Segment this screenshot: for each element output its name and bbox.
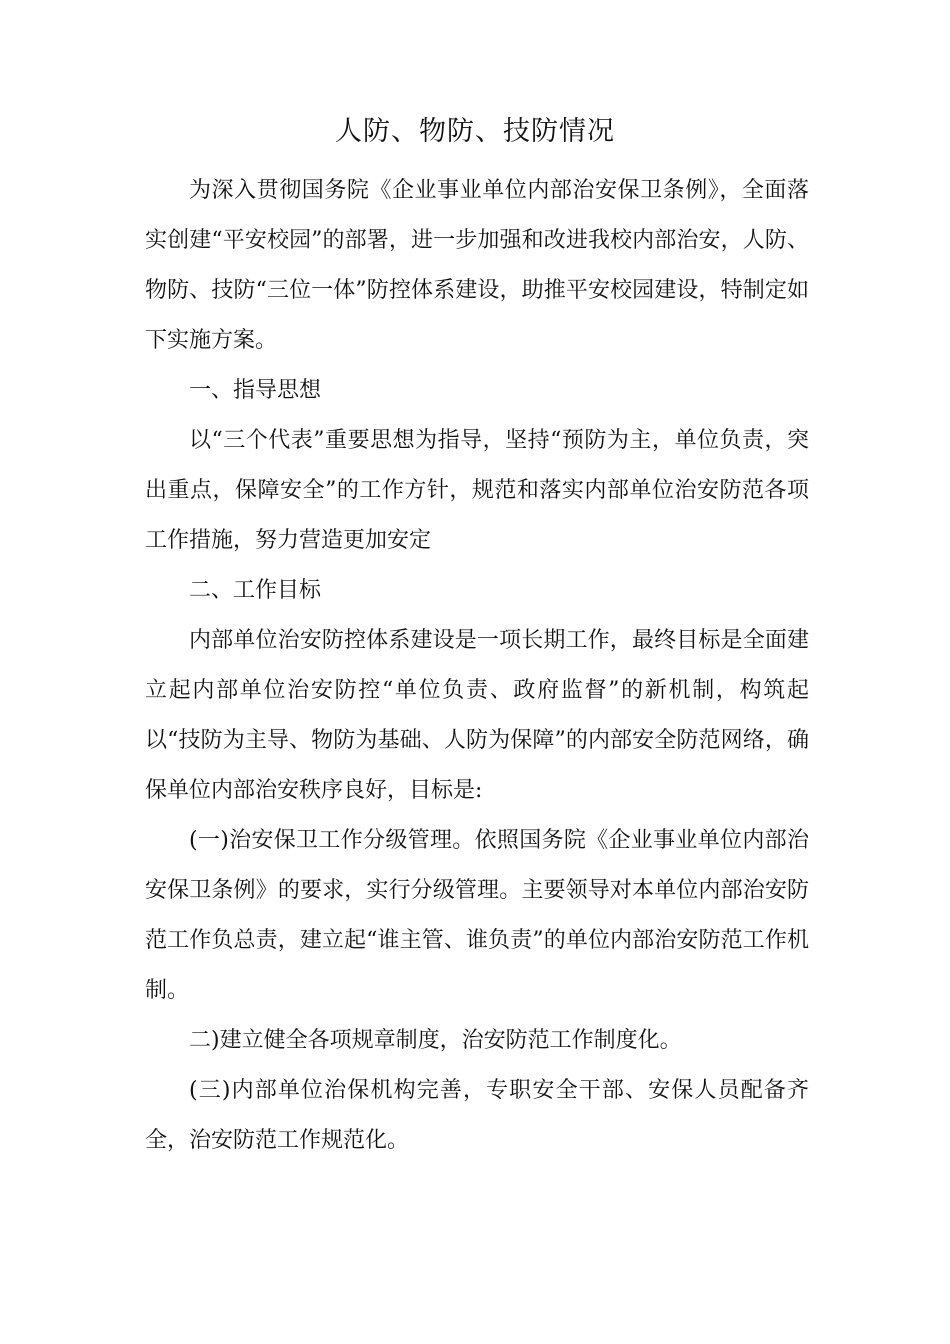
work-goals-paragraph: 内部单位治安防控体系建设是一项长期工作，最终目标是全面建立起内部单位治安防控“单位负责、政府监督”的新机制，构筑起以“技防为主导、物防为基础、人防为保障”的内部安全防范网络，确保单位内部治安秩序良好，目标是: bbox=[145, 628, 809, 803]
guiding-ideology-paragraph: 以“三个代表”重要思想为指导，坚持“预防为主，单位负责，突出重点，保障安全”的工作方针，规范和落实内部单位治安防范各项工作措施，努力营造更加安定 bbox=[145, 428, 809, 553]
intro-paragraph: 为深入贯彻国务院《企业事业单位内部治安保卫条例》，全面落实创建“平安校园”的部署，进一步加强和改进我校内部治安，人防、物防、技防“三位一体”防控体系建设，助推平安校园建设，特制定如下实施方案。 bbox=[145, 178, 809, 353]
section-heading-guiding-ideology: 一、指导思想 bbox=[189, 378, 322, 403]
section-heading-work-goals: 二、工作目标 bbox=[189, 578, 322, 603]
document-title: 人防、物防、技防情况 bbox=[335, 116, 615, 147]
goal-item-3: (三)内部单位治保机构完善，专职安全干部、安保人员配备齐全，治安防范工作规范化。 bbox=[145, 1078, 809, 1153]
goal-item-1: (一)治安保卫工作分级管理。依照国务院《企业事业单位内部治安保卫条例》的要求，实行分级管理。主要领导对本单位内部治安防范工作负总责，建立起“谁主管、谁负责”的单位内部治安防范工作机制。 bbox=[145, 828, 809, 1003]
document-body bbox=[145, 166, 809, 1166]
goal-item-2: 二)建立健全各项规章制度，治安防范工作制度化。 bbox=[189, 1028, 682, 1053]
